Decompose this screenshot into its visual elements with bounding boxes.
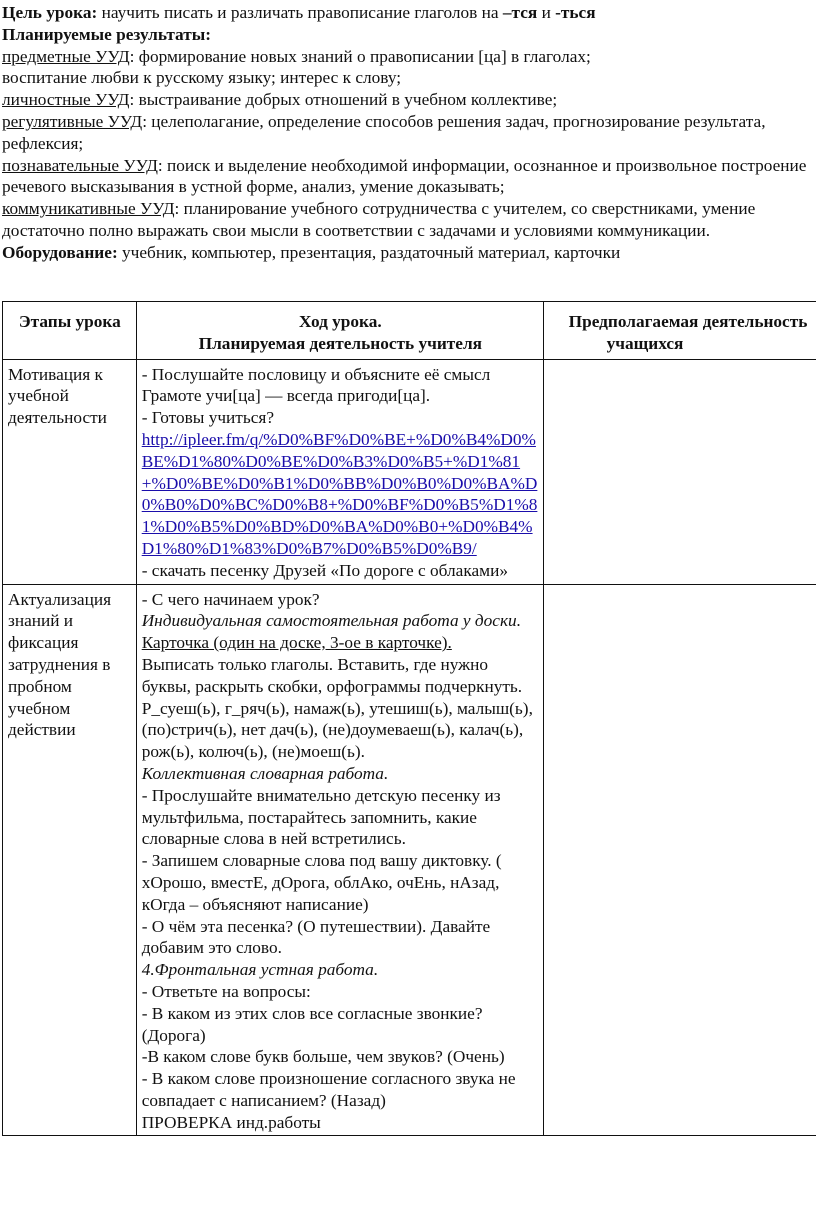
students-cell bbox=[544, 359, 816, 584]
equipment-line bbox=[2, 242, 810, 264]
cognitive-uud-text: : поиск и выделение необходимой информации, осознанное и произвольное построение речевого высказывания в устной форме, анализ, умение доказывать; bbox=[2, 155, 807, 197]
equipment-text: учебник, компьютер, презентация, раздаточный материал, карточки bbox=[117, 242, 621, 262]
cognitive-uud bbox=[2, 155, 810, 199]
regulatory-uud bbox=[2, 111, 810, 155]
stage-cell: Актуализация знаний и фиксация затруднения в пробном учебном действии bbox=[3, 584, 137, 1136]
table-row bbox=[3, 584, 816, 1136]
stage-cell: Мотивация к учебной деятельности bbox=[3, 359, 137, 584]
cognitive-uud-label: познавательные УУД bbox=[2, 155, 158, 175]
equipment-label: Оборудование: bbox=[2, 242, 118, 262]
goal-suffix-tsya2: -ться bbox=[555, 3, 596, 22]
header-teacher: Ход урока. Планируемая деятельность учителя bbox=[136, 302, 543, 360]
personal-uud-text: : выстраивание добрых отношений в учебном коллективе; bbox=[129, 90, 558, 110]
subject-uud-label: предметные УУД bbox=[2, 46, 130, 66]
song-link[interactable]: http://ipleer.fm/q/%D0%BF%D0%BE+%D0%B4%D0%BE%D1%80%D0%BE%D0%B3%D0%B5+%D1%81+%D0%BE%D0%B1%D0%BB%D0%B0%D0%BA%D0%B0%D0%BC%D0%B8+%D0%BF%D0%B5%D1%81%D0%B5%D0%BD%D0%BA%D0%B0+%D0%B4%D1%80%D1%83%D0%B7%D0%B5%D0%B9/ bbox=[141, 429, 538, 558]
table-header-row bbox=[3, 302, 816, 360]
subject-uud-cont: воспитание любви к русскому языку; интерес к слову; bbox=[2, 68, 402, 88]
communicative-uud-label: коммуникативные УУД bbox=[2, 199, 175, 219]
lesson-intro bbox=[2, 2, 810, 264]
results-heading: Планируемые результаты: bbox=[2, 24, 211, 44]
goal-label: Цель урока: bbox=[2, 3, 98, 22]
lesson-plan-table bbox=[2, 301, 816, 1136]
goal-suffix-tsya: –тся bbox=[502, 3, 538, 22]
teacher-cell: - С чего начинаем урок? Индивидуальная самостоятельная работа у доски. Карточка (один на доске, 3-ое в карточке). Выписать только глаголы. Вставить, где нужно буквы, раскрыть скобки, орфограммы подчеркнуть. Р_суеш(ь), г_ряч(ь), намаж(ь), утешиш(ь), малыш(ь), (по)стрич(ь), нет дач(ь), (не)доумеваеш(ь), калач(ь), рож(ь), колюч(ь), (не)моеш(ь). Коллективная словарная работа. - Прослушайте внимательно детскую песенку из мультфильма, постарайтесь запомнить, какие словарные слова в ней встретились. - Запишем словарные слова под вашу диктовку. ( хОрошо, вместЕ, дОрога, облАко, очЕнь, нАзад, кОгда – объясняют написание) - О чём эта песенка? (О путешествии). Давайте добавим это слово. 4.Фронтальная устная работа. - Ответьте на вопросы: - В каком из этих слов все согласные звонкие? (Дорога) -В каком слове букв больше, чем звуков? (Очень) - В каком слове произношение согласного звука не совпадает с написанием? (Назад) ПРОВЕРКА инд.работы bbox=[136, 584, 543, 1136]
goal-text: научить писать и различать правописание глаголов на bbox=[97, 3, 503, 22]
students-cell bbox=[544, 584, 816, 1136]
teacher-cell: - Послушайте пословицу и объясните её смысл Грамоте учи[ца] — всегда пригоди[ца]. - Готовы учиться? http://ipleer.fm/q/%D0%BF%D0%BE+%D0%B4%D0%BE%D1%80%D0%BE%D0%B3%D0%B5+%D1%81+%D0%BE%D0%B1%D0%BB%D0%B0%D0%BA%D0%B0%D0%BC%D0%B8+%D0%BF%D0%B5%D1%81%D0%B5%D0%BD%D0%BA%D0%B0+%D0%B4%D1%80%D1%83%D0%B7%D0%B5%D0%B9/ - скачать песенку Друзей «По дороге с облаками» bbox=[136, 359, 543, 584]
regulatory-uud-label: регулятивные УУД bbox=[2, 111, 143, 131]
header-students: Предполагаемая деятельность учащихся bbox=[544, 302, 816, 360]
personal-uud-label: личностные УУД bbox=[2, 90, 130, 110]
regulatory-uud-text: : целеполагание, определение способов решения задач, прогнозирование результата, рефлексия; bbox=[2, 111, 766, 153]
goal-line bbox=[2, 2, 810, 24]
communicative-uud-text: : планирование учебного сотрудничества с учителем, со сверстниками, умение достаточно полно выражать свои мысли в соответствии с задачами и условиями коммуникации. bbox=[2, 199, 756, 240]
goal-and: и bbox=[537, 3, 556, 22]
subject-uud bbox=[2, 46, 810, 68]
header-stages: Этапы урока bbox=[3, 302, 137, 360]
subject-uud-text: : формирование новых знаний о правописании [ца] в глаголах; bbox=[129, 46, 591, 66]
communicative-uud bbox=[2, 198, 810, 242]
table-row bbox=[3, 359, 816, 584]
personal-uud bbox=[2, 89, 810, 111]
